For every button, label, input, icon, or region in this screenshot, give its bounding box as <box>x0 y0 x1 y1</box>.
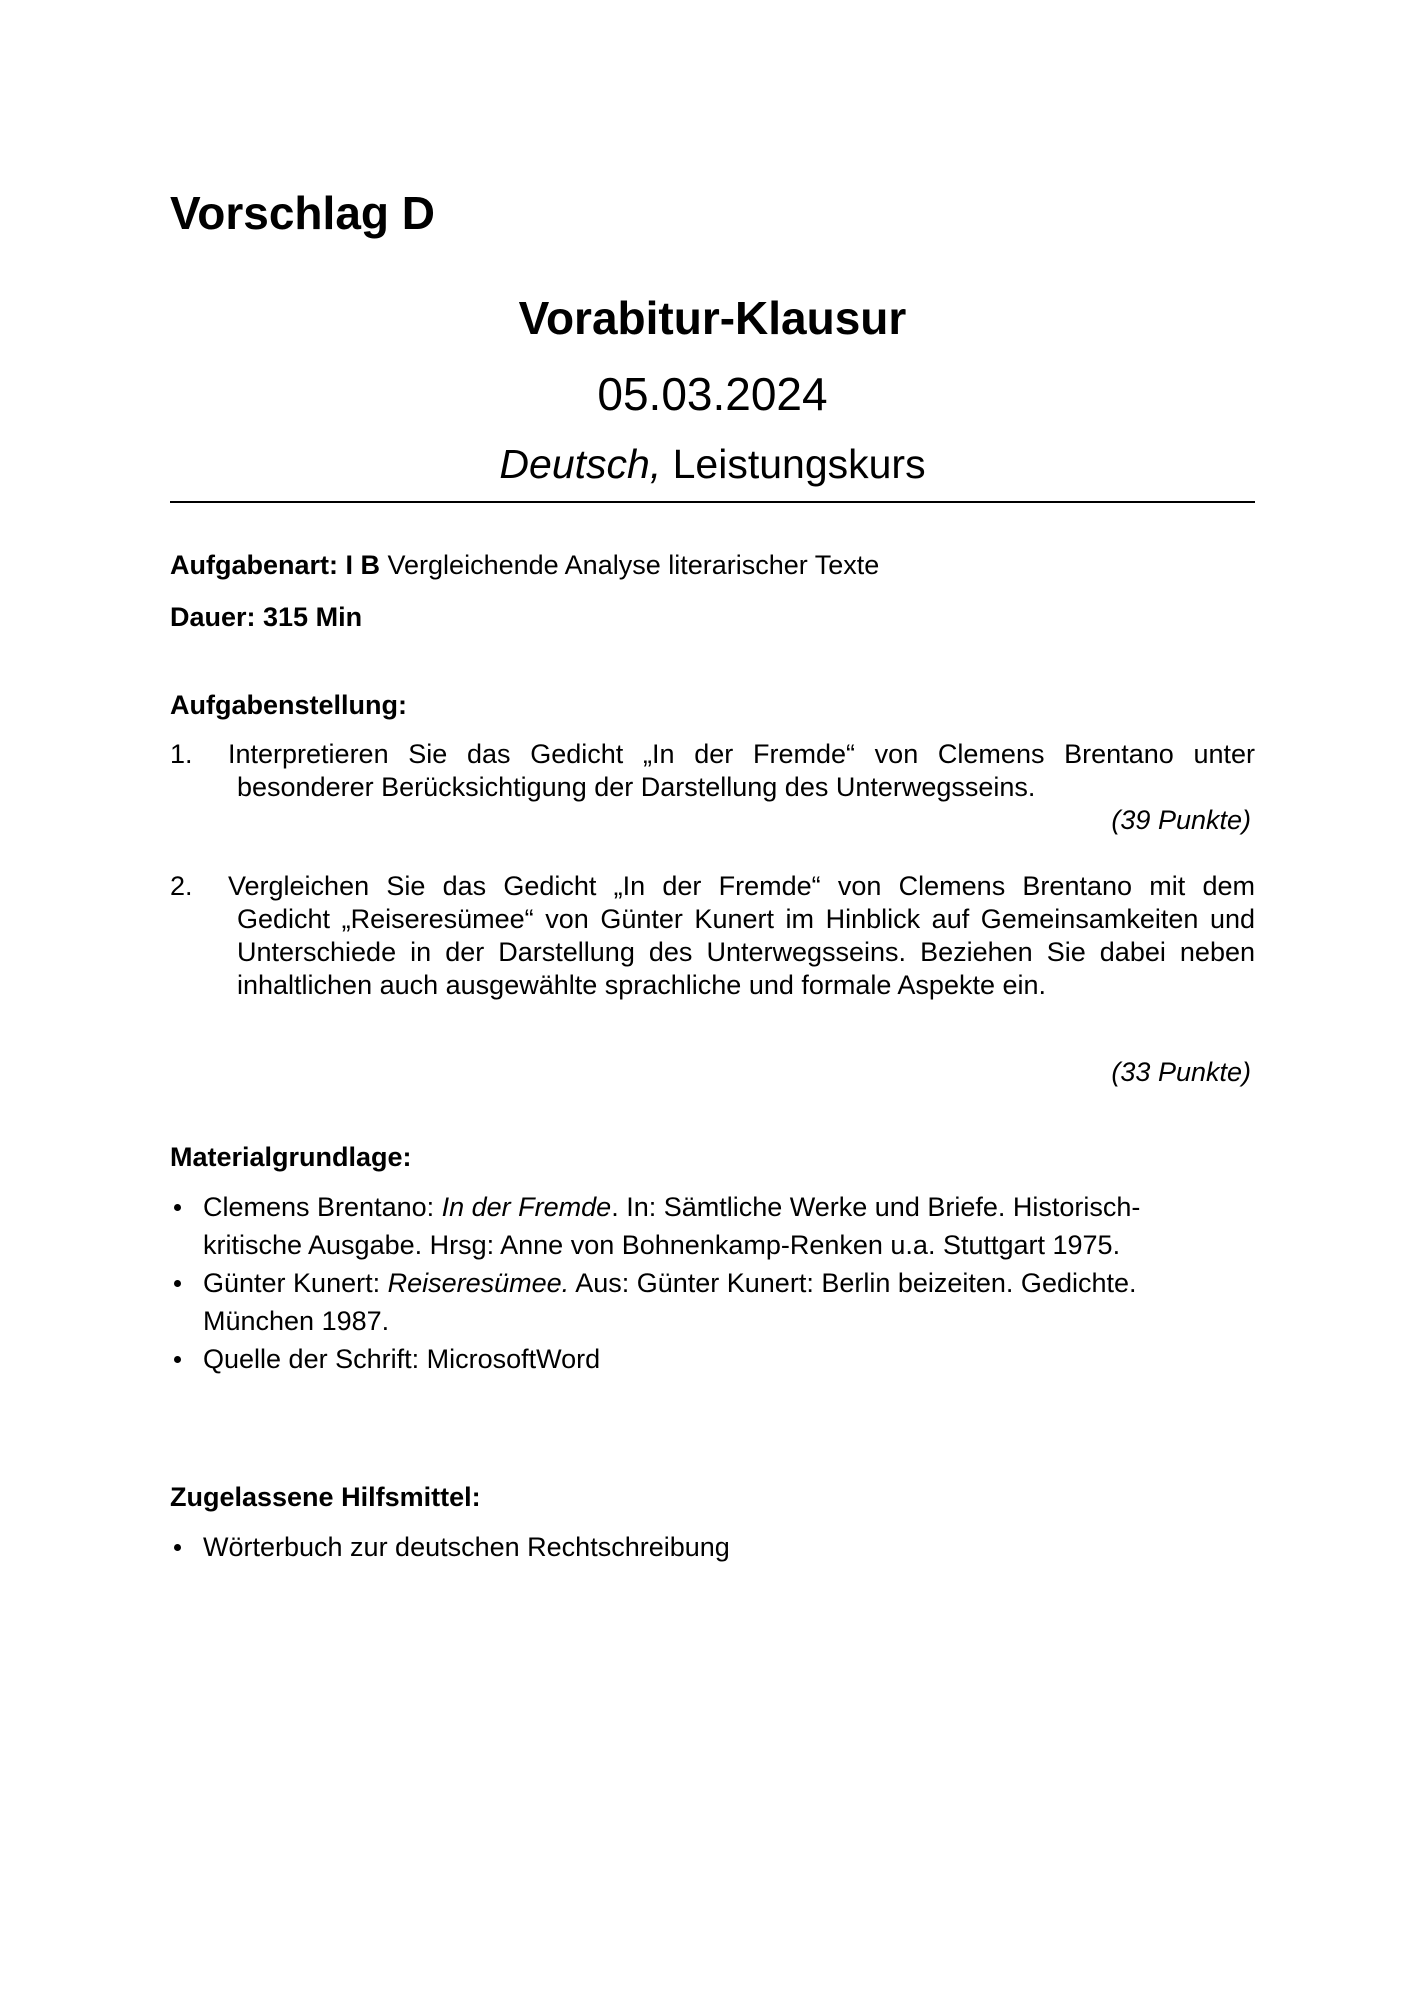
task-text-line1: Interpretieren Sie das Gedicht „In der Fremde“ von Clemens Brentano unter <box>228 739 1255 769</box>
task-text-line1: Vergleichen Sie das Gedicht „In der Fremde“ von Clemens Brentano mit dem <box>228 871 1255 901</box>
aids-list <box>170 1528 1255 1566</box>
header-divider <box>170 501 1255 503</box>
task-item <box>170 738 1255 804</box>
exam-date: 05.03.2024 <box>597 368 828 420</box>
list-item: Günter Kunert: Reiseresümee. Aus: Günter Kunert: Berlin beizeiten. Gedichte. München 1987. <box>170 1264 1210 1340</box>
section-heading-tasks: Aufgabenstellung: <box>170 690 407 720</box>
bullet <box>174 1280 181 1287</box>
list-item: Wörterbuch zur deutschen Rechtschreibung <box>170 1528 1255 1566</box>
bullet <box>174 1356 181 1363</box>
section-heading-aids: Zugelassene Hilfsmittel: <box>170 1482 481 1512</box>
task-text-rest: besonderer Berücksichtigung der Darstellung des Unterwegsseins. <box>237 772 1036 802</box>
exam-title: Vorabitur-Klausur <box>518 292 907 344</box>
list-item: Quelle der Schrift: MicrosoftWord <box>170 1340 1210 1378</box>
task-item <box>170 870 1255 1002</box>
subject-name: Deutsch, <box>499 441 662 487</box>
task-number: 1. <box>170 739 193 769</box>
task-type-line <box>170 548 879 582</box>
bullet <box>174 1544 181 1551</box>
course-type: Leistungskurs <box>661 441 926 487</box>
task-points: (33 Punkte) <box>1111 1057 1251 1087</box>
task-text-rest: Gedicht „Reiseresümee“ von Günter Kunert im Hinblick auf Gemeinsamkeiten und Unterschiede in der Darstellung des Unterwegsseins. Beziehen Sie dabei neben inhaltlichen auch ausgewählte sprachliche und formale Aspekte ein. <box>237 904 1255 1000</box>
materials-list <box>170 1188 1210 1378</box>
task-number: 2. <box>170 871 193 901</box>
list-item: Clemens Brentano: In der Fremde. In: Sämtliche Werke und Briefe. Historisch-kritische Ausgabe. Hrsg: Anne von Bohnenkamp-Renken u.a. Stuttgart 1975. <box>170 1188 1210 1264</box>
bullet <box>174 1204 181 1211</box>
task-type-text: Vergleichende Analyse literarischer Texte <box>380 550 880 580</box>
task-type-label: Aufgabenart: I B <box>170 550 381 580</box>
proposal-label: Vorschlag D <box>170 187 435 239</box>
exam-subject <box>170 438 1255 490</box>
duration: Dauer: 315 Min <box>170 602 363 632</box>
task-points: (39 Punkte) <box>1111 805 1251 835</box>
section-heading-materials: Materialgrundlage: <box>170 1142 412 1172</box>
